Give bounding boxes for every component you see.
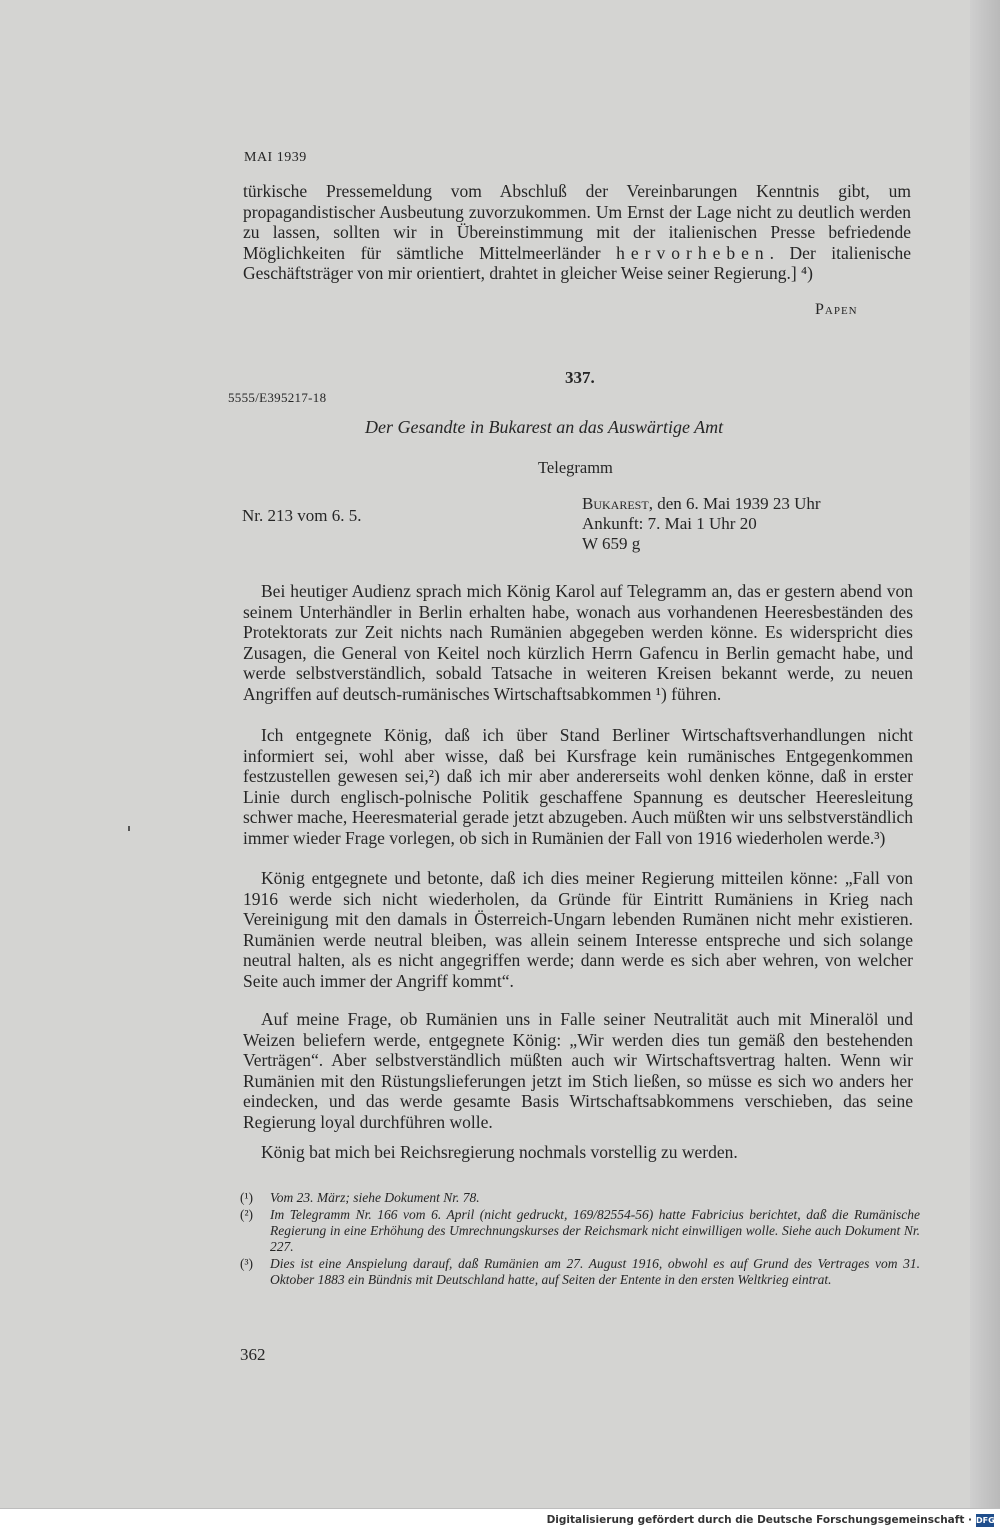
- previous-document-ending: [243, 181, 911, 284]
- telegram-dateline: [582, 494, 821, 554]
- file-reference: 5555/E395217-18: [228, 390, 327, 405]
- signature: Papen: [815, 301, 858, 318]
- footnote: [240, 1256, 920, 1288]
- scan-speck: [128, 826, 130, 831]
- footnote-number: (²): [240, 1207, 254, 1222]
- footnote: [240, 1190, 920, 1206]
- dateline-place: Bukarest: [582, 494, 649, 513]
- prev-text-after: . Der italienische Geschäftsträger von mir orientiert, drahtet in gleicher Weise seiner Regierung.] ⁴): [243, 242, 911, 283]
- dateline-code: W 659 g: [582, 534, 641, 553]
- dateline-arrival: Ankunft: 7. Mai 1 Uhr 20: [582, 514, 757, 533]
- scan-edge-shadow: [970, 0, 1000, 1508]
- footnote-text: Vom 23. März; siehe Dokument Nr. 78.: [270, 1190, 480, 1205]
- footnote-text: Im Telegramm Nr. 166 vom 6. April (nicht gedruckt, 169/82554-56) hatte Fabricius berichtet, daß die Rumänische Regierung in eine Erhöhung des Umrechnungskurses der Reichsmark nicht einwilligen wolle. Siehe auch Dokument Nr. 227.: [270, 1207, 920, 1254]
- body-paragraph: Auf meine Frage, ob Rumänien uns in Falle seiner Neutralität auch mit Mineralöl und Weizen beliefern werde, entgegnete König: „Wir werden dies tun gemäß den bestehenden Verträgen“. Aber selbstverständlich müßten auch wir Wirtschaftsvertrag halten. Wenn wir Rumänien mit den Rüstungslieferungen jetzt im Stich ließen, so müsse es sich wo anders her eindecken, und das werde gesamte Basis Wirtschaftsabkommens verschieben, das seine Regierung loyal durchführen wolle.: [243, 1009, 913, 1132]
- prev-spaced-word: hervorheben: [616, 242, 770, 263]
- footnote-text: Dies ist eine Anspielung darauf, daß Rumänien am 27. August 1916, obwohl es auf Grund des Vertrages vom 31. Oktober 1883 ein Bündnis mit Deutschland hatte, auf Seiten der Entente in den ersten Weltkrieg eintrat.: [270, 1256, 920, 1287]
- footnote-number: (¹): [240, 1190, 254, 1205]
- telegram-number: Nr. 213 vom 6. 5.: [242, 506, 362, 525]
- footer-credit: Digitalisierung gefördert durch die Deutsche Forschungsgemeinschaft ·: [546, 1514, 972, 1526]
- dfg-logo-icon: DFG: [976, 1516, 995, 1525]
- footnotes: [240, 1190, 920, 1289]
- footnote: [240, 1207, 920, 1255]
- digitization-footer: [0, 1508, 1000, 1533]
- running-head: MAI 1939: [244, 150, 307, 165]
- dateline-date: , den 6. Mai 1939 23 Uhr: [648, 494, 821, 513]
- footnote-number: (³): [240, 1256, 254, 1271]
- dateline-line-1: [582, 494, 821, 514]
- body-paragraph: König entgegnete und betonte, daß ich dies meiner Regierung mitteilen könne: „Fall von 1916 werde sich nicht wiederholen, da Gründe für Eintritt Rumäniens in Krieg nach Vereinigung mit den damals in Österreich-Ungarn lebenden Rumänen nicht mehr existieren. Rumänien werde neutral bleiben, was allein seinem Interesse entspreche und sich solange neutral halten, als es nicht angegriffen werde; dann werde es sich aber wehren, von welcher Seite auch immer der Angriff kommt“.: [243, 868, 913, 991]
- body-paragraph: König bat mich bei Reichsregierung nochmals vorstellig zu werden.: [261, 1142, 738, 1162]
- prev-text-before: türkische Pressemeldung vom Abschluß der Vereinbarungen Kenntnis gibt, um propagandistischer Ausbeutung zuvorzukommen. Um Ernst der Lage nicht zu deutlich werden zu lassen, sollten wir in Übereinstimmung mit der italienischen Presse befriedende Möglichkeiten für sämtliche Mittelmeerländer: [243, 181, 911, 263]
- document-number: 337.: [565, 368, 595, 387]
- document-type: Telegramm: [538, 458, 613, 477]
- document-heading: Der Gesandte in Bukarest an das Auswärtige Amt: [365, 417, 724, 437]
- body-paragraph: Bei heutiger Audienz sprach mich König Karol auf Telegramm an, das er gestern abend von seinem Unterhändler in Berlin erhalten habe, wonach aus vorhandenen Heeresbeständen des Protektorats zur Zeit nichts nach Rumänien abgegeben werden könne. Es widerspricht dies Zusagen, die General von Keitel noch kürzlich Herrn Gafencu in Berlin gemacht habe, und werde selbstverständlich, sobald Tatsache in weiteren Kreisen bekannt werde, zu neuen Angriffen auf deutsch-rumänisches Wirtschaftsabkommen ¹) führen.: [243, 581, 913, 704]
- body-paragraph: Ich entgegnete König, daß ich über Stand Berliner Wirtschaftsverhandlungen nicht informiert sei, wohl aber wisse, daß bei Kursfrage kein rumänisches Entgegenkommen festzustellen gewesen sei,²) daß ich mir aber andererseits wohl denken könne, daß in erster Linie durch englisch-polnische Politik geschaffene Spannung es deutscher Heeresleitung schwer mache, Heeresmaterial gerade jetzt abzugeben. Auch müßten wir uns selbstverständlich immer wieder Frage vorlegen, ob sich in Rumänien der Fall von 1916 wiederholen werde.³): [243, 725, 913, 848]
- page-number: 362: [240, 1345, 266, 1364]
